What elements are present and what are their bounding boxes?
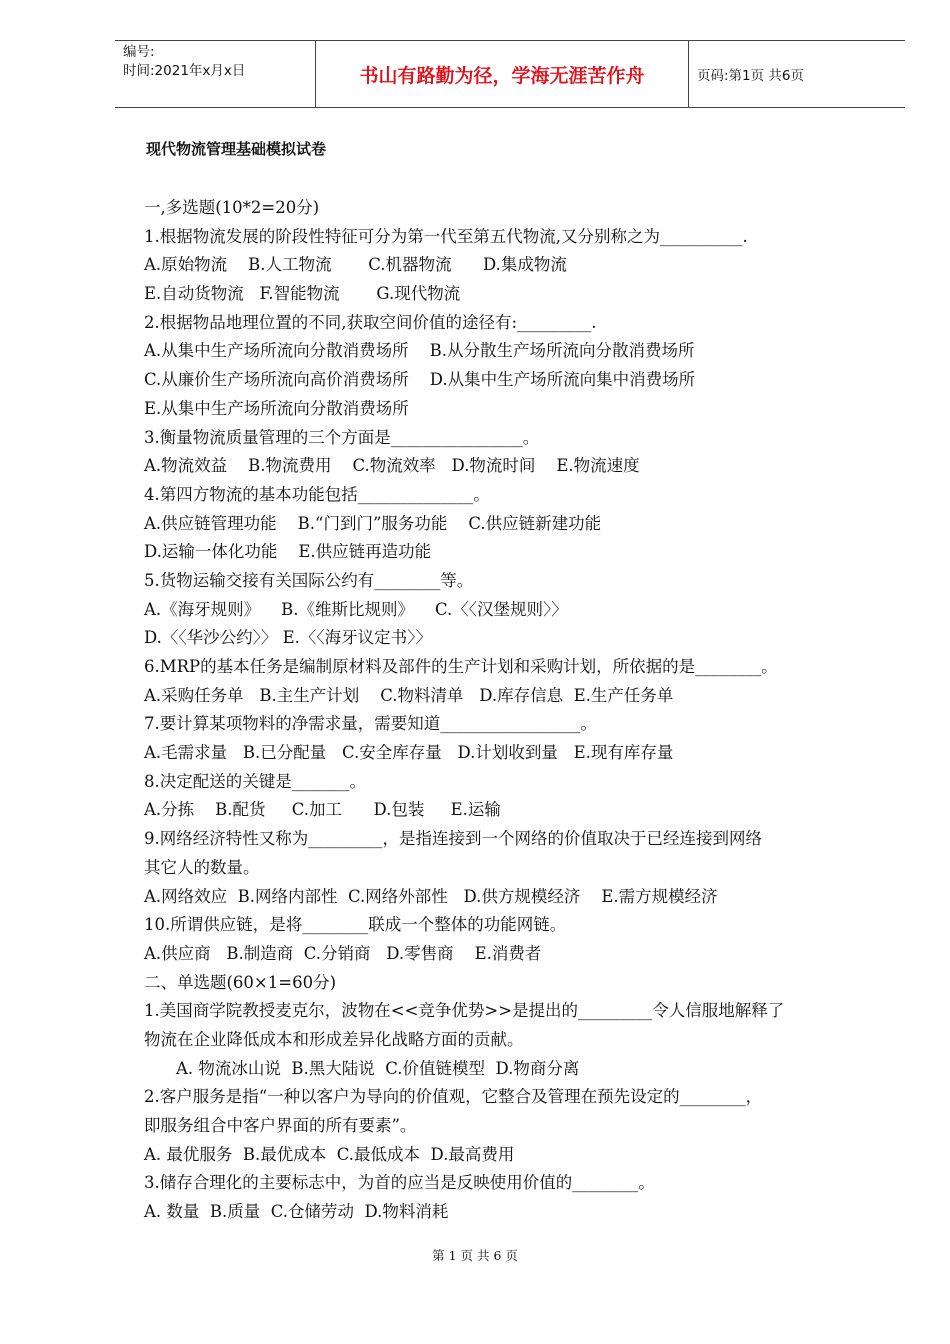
- question-line: 8.决定配送的关键是_______。: [144, 771, 366, 791]
- page-footer: 第 1 页 共 6 页: [432, 1248, 518, 1263]
- options-line: D.运输一体化功能 E.供应链再造功能: [144, 542, 432, 562]
- number-label: 编号:: [123, 44, 155, 60]
- options-line: A.从集中生产场所流向分散消费场所 B.从分散生产场所流向分散消费场所: [144, 341, 695, 361]
- options-line: E.从集中生产场所流向分散消费场所: [144, 398, 409, 418]
- options-line: A.物流效益 B.物流费用 C.物流效率 D.物流时间 E.物流速度: [144, 456, 640, 476]
- options-line: D.〈〈华沙公约〉〉 E.〈〈海牙议定书〉〉: [144, 628, 432, 648]
- options-line: A.采购任务单 B.主生产计划 C.物料清单 D.库存信息 E.生产任务单: [144, 685, 674, 705]
- options-line: A.原始物流 B.人工物流 C.机器物流 D.集成物流: [144, 255, 567, 275]
- options-line: C.从廉价生产场所流向高价消费场所 D.从集中生产场所流向集中消费场所: [144, 370, 696, 390]
- question-line: 其它人的数量。: [144, 857, 260, 877]
- options-line: A.网络效应 B.网络内部性 C.网络外部性 D.供方规模经济 E.需方规模经济: [144, 886, 718, 906]
- options-line: A.供应链管理功能 B.“门到门”服务功能 C.供应链新建功能: [144, 513, 602, 533]
- header-meta-cell: [115, 41, 315, 107]
- question-line: 即服务组合中客户界面的所有要素”。: [144, 1116, 417, 1135]
- options-line: A. 物流冰山说 B.黑大陆说 C.价值链模型 D.物商分离: [176, 1058, 580, 1078]
- header-page-cell: [689, 41, 905, 107]
- question-line: 2.根据物品地理位置的不同,获取空间价值的途径有:_________.: [144, 312, 597, 332]
- options-line: A.《海牙规则》 B.《维斯比规则》 C.〈〈汉堡规则〉〉: [144, 599, 568, 619]
- exam-content: [144, 194, 874, 1227]
- options-line: E.自动货物流 F.智能物流 G.现代物流: [144, 284, 461, 304]
- question-line: 物流在企业降低成本和形成差异化战略方面的贡献。: [144, 1029, 524, 1049]
- question-line: 7.要计算某项物料的净需求量，需要知道_________________。: [144, 714, 597, 734]
- options-line: A. 最优服务 B.最优成本 C.最低成本 D.最高费用: [144, 1144, 515, 1164]
- question-line: 5.货物运输交接有关国际公约有________等。: [144, 570, 474, 590]
- document-title: 现代物流管理基础模拟试卷: [146, 140, 327, 158]
- options-line: A.分拣 B.配货 C.加工 D.包装 E.运输: [144, 800, 501, 820]
- page-header: [115, 40, 905, 108]
- question-line: 1.美国商学院教授麦克尔，波物在<<竞争优势>>是提出的_________令人信服地解释了: [144, 1001, 785, 1021]
- time-label: 时间:2021年x月x日: [123, 63, 246, 79]
- question-line: 10.所谓供应链，是将________联成一个整体的功能网链。: [144, 915, 567, 935]
- motto-text: 书山有路勤为径，学海无涯苦作舟: [359, 64, 645, 87]
- question-line: 2.客户服务是指“一种以客户为导向的价值观，它整合及管理在预先设定的________，: [144, 1087, 763, 1107]
- question-line: 4.第四方物流的基本功能包括______________。: [144, 484, 490, 504]
- options-line: A.供应商 B.制造商 C.分销商 D.零售商 E.消费者: [144, 943, 542, 963]
- question-line: 1.根据物流发展的阶段性特征可分为第一代至第五代物流,又分别称之为__________.: [144, 226, 748, 246]
- header-motto-cell: [315, 41, 689, 107]
- page-info: 页码:第1页 共6页: [697, 68, 805, 84]
- options-line: A.毛需求量 B.已分配量 C.安全库存量 D.计划收到量 E.现有库存量: [144, 743, 674, 763]
- section-heading: 二、单选题(60×1=60分): [144, 972, 337, 992]
- options-line: A. 数量 B.质量 C.仓储劳动 D.物料消耗: [144, 1202, 449, 1222]
- question-line: 3.衡量物流质量管理的三个方面是________________。: [144, 427, 540, 447]
- section-heading: 一,多选题(10*2=20分): [144, 198, 320, 217]
- question-line: 3.储存合理化的主要标志中，为首的应当是反映使用价值的________。: [144, 1173, 655, 1193]
- question-line: 6.MRP的基本任务是编制原材料及部件的生产计划和采购计划，所依据的是________。: [144, 657, 778, 676]
- question-line: 9.网络经济特性又称为_________，是指连接到一个网络的价值取决于已经连接到网络: [144, 829, 762, 849]
